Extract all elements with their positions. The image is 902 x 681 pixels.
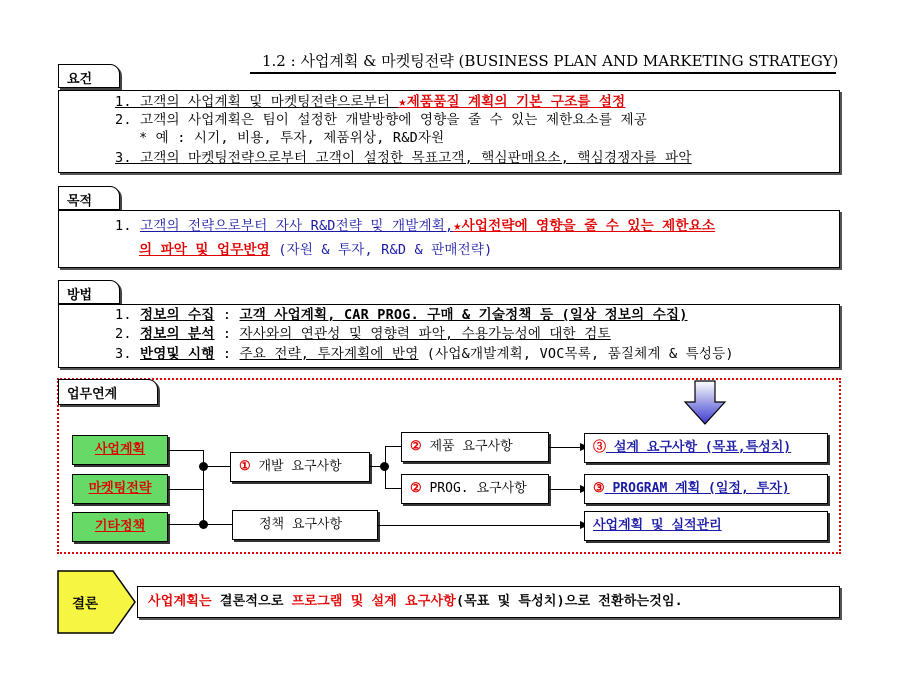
product-requirements-label: 제품 요구사항 xyxy=(421,439,513,454)
connector xyxy=(168,489,204,490)
connector xyxy=(385,446,386,488)
requirements-line-1-text: 1. 고객의 사업계획 및 마켓팅전략으로부터 xyxy=(115,94,399,110)
conclusion-red-2: 프로그램 및 설계 요구사항 xyxy=(291,594,457,609)
requirements-line-1 xyxy=(115,93,625,111)
method-line-3-head: 반영및 시행 xyxy=(139,346,215,362)
design-requirements-box xyxy=(584,433,828,463)
conclusion-text-1: 결론적으로 xyxy=(211,594,292,609)
design-requirements-label: 설계 요구사항 (목표,특성치) xyxy=(606,440,792,455)
connector xyxy=(385,446,401,447)
development-requirements-label: 개발 요구사항 xyxy=(250,459,342,474)
product-requirements-box xyxy=(401,432,549,462)
method-line-3-number: 3. xyxy=(115,346,140,362)
requirements-line-3: 3. 고객의 마켓팅전략으로부터 고객이 설정한 목표고객, 핵심판매요소, 핵심경쟁자를 파악 xyxy=(115,150,692,166)
method-line-1 xyxy=(115,306,688,324)
requirements-panel xyxy=(58,90,840,173)
conclusion-label: 결론 xyxy=(71,596,99,612)
purpose-line-2 xyxy=(139,241,492,259)
purpose-line-1-red: ★사업전략에 영향을 줄 수 있는 제한요소 xyxy=(453,218,716,234)
purpose-line-1-blue: 고객의 전략으로부터 자사 R&D전략 및 개발계획, xyxy=(139,218,454,234)
business-plan-management-box xyxy=(584,511,828,541)
program-plan-label: PROGRAM 계획 (일정, 투자) xyxy=(604,481,790,496)
purpose-line-2-blue: (자원 & 투자, R&D & 판매전략) xyxy=(269,242,493,258)
requirements-example: * 예 : 시기, 비용, 투자, 제품위상, R&D자원 xyxy=(139,130,445,146)
purpose-panel xyxy=(58,210,840,268)
requirements-line-1-emphasis: ★제품품질 계획의 기본 구조를 설정 xyxy=(398,94,626,110)
method-line-3-sep: : xyxy=(214,346,240,362)
conclusion-text-2: (목표 및 특성치)으로 전환하는것임. xyxy=(456,594,683,609)
conclusion-red-1: 사업계획는 xyxy=(148,594,212,609)
connector xyxy=(385,488,401,489)
connector xyxy=(204,466,230,467)
prog-requirements-label: PROG. 요구사항 xyxy=(421,481,527,496)
method-tab: 방법 xyxy=(58,280,120,304)
program-plan-box xyxy=(584,474,828,504)
conclusion-text xyxy=(148,593,683,611)
method-line-3-body: 주요 전략, 투자계획에 반영 xyxy=(239,346,419,362)
method-line-3 xyxy=(115,345,734,363)
requirements-line-2: 2. 고객의 사업계획은 팀이 설정한 개발방향에 영향을 줄 수 있는 제한요소를 제공 xyxy=(115,112,647,128)
development-requirements-box xyxy=(230,452,370,482)
method-panel xyxy=(58,304,840,368)
connector xyxy=(549,447,583,448)
connector xyxy=(378,525,583,526)
method-line-2-head: 정보의 분석 xyxy=(139,326,215,342)
method-line-2-sep: : xyxy=(214,326,240,342)
method-line-1-head: 정보의 수집 xyxy=(139,307,215,323)
page-title: 1.2 : 사업계획 & 마켓팅전략 (BUSINESS PLAN AND MARKETING STRATEGY) xyxy=(262,52,839,70)
connector xyxy=(549,489,583,490)
method-line-1-body: 고객 사업계획, CAR PROG. 구매 & 기술정책 등 (일상 정보의 수집) xyxy=(239,307,688,323)
method-line-2-number: 2. xyxy=(115,326,140,342)
circled-number-3b: ③ xyxy=(593,481,605,496)
circled-number-3: ③ xyxy=(593,440,607,455)
input-marketing-strategy: 마켓팅전략 xyxy=(72,474,168,504)
method-line-2-body: 자사와의 연관성 및 영향력 파악, 수용가능성에 대한 검토 xyxy=(239,326,611,342)
title-underline xyxy=(250,72,836,74)
input-business-plan: 사업계획 xyxy=(72,435,168,465)
purpose-line-1-number: 1. xyxy=(115,218,140,234)
business-plan-management-label: 사업계획 및 실적관리 xyxy=(593,518,722,533)
circled-number-2: ② xyxy=(410,439,422,454)
requirements-tab: 요건 xyxy=(58,64,120,88)
down-arrow-icon xyxy=(683,380,727,426)
circled-number-1: ① xyxy=(239,459,251,474)
purpose-line-1 xyxy=(115,217,715,235)
method-line-3-tail: (사업&개발계획, VOC목록, 품질체계 & 특성등) xyxy=(418,346,734,362)
linkage-tab: 업무연계 xyxy=(58,379,158,405)
purpose-line-2-red: 의 파악 및 업무반영 xyxy=(139,242,270,258)
policy-requirements-box: 정책 요구사항 xyxy=(232,510,378,540)
input-other-policy: 기타정책 xyxy=(72,512,168,542)
connector xyxy=(204,524,232,525)
purpose-tab: 목적 xyxy=(58,186,120,210)
method-line-2 xyxy=(115,325,611,343)
circled-number-2b: ② xyxy=(410,481,422,496)
method-line-1-number: 1. xyxy=(115,307,140,323)
method-line-1-sep: : xyxy=(214,307,240,323)
connector xyxy=(168,450,204,451)
prog-requirements-box xyxy=(401,474,549,504)
conclusion-panel xyxy=(137,586,840,618)
